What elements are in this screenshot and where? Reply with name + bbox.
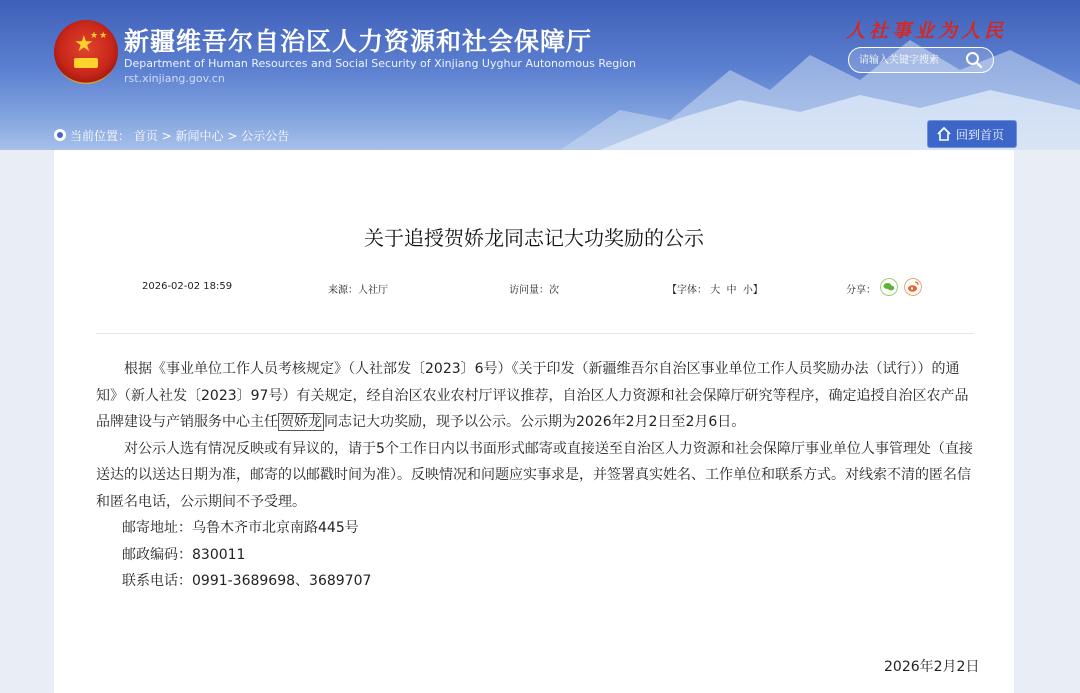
paragraph-text: 同志记大功奖励，现予以公示。公示期为2026年2月2日至2月6日。: [324, 414, 746, 430]
site-url: rst.xinjiang.gov.cn: [124, 72, 225, 85]
location-icon: [54, 129, 66, 141]
font-size-label: 【字体：: [667, 285, 707, 296]
article-body: [96, 356, 976, 595]
share-label: 分享：: [846, 285, 876, 296]
paragraph-text: 根据《事业单位工作人员考核规定》（人社部发〔2023〕6号）《关于印发（新疆维吾尔自治区事业单位工作人员奖励办法（试行））的通知》（新人社发〔2023〕97号）有关规定，经自治区农业农村厅评议推荐，自治区人力资源和社会保障厅研究等程序，确定追授自治区农产品品牌建设与产销服务中心主任: [96, 361, 969, 430]
publish-date: 2026-02-02 18:59: [142, 281, 233, 292]
breadcrumb-label: 当前位置：: [70, 129, 131, 143]
breadcrumb-news[interactable]: 新闻中心: [175, 129, 224, 143]
article-source: 来源：人社厅: [328, 285, 388, 296]
meta-divider: [96, 333, 974, 334]
slogan: 人社事业为人民: [846, 20, 1008, 42]
article-title: 关于追授贺娇龙同志记大功奖励的公示: [364, 226, 704, 250]
view-count: 访问量：次: [509, 285, 559, 296]
site-subtitle: Department of Human Resources and Social Security of Xinjiang Uyghur Autonomous Region: [124, 57, 636, 70]
signature-date: 2026年2月2日: [884, 659, 980, 675]
breadcrumb-separator: >: [157, 129, 176, 143]
home-icon: [936, 126, 952, 142]
breadcrumb-notices[interactable]: 公示公告: [241, 129, 290, 143]
search-box: [848, 47, 994, 73]
back-home-button[interactable]: [927, 120, 1017, 148]
highlighted-name: 贺娇龙: [280, 414, 322, 430]
paragraph: 对公示人选有情况反映或有异议的，请于5个工作日内以书面形式邮寄或直接送至自治区人力资源和社会保障厅事业单位人事管理处（直接送达的以送达日期为准，邮寄的以邮戳时间为准）。反映情况和问题应实事求是，并签署真实姓名、工作单位和联系方式。对线索不清的匿名信和匿名电话，公示期间不予受理。: [96, 440, 973, 510]
contact-phone: 联系电话：0991-3689698、3689707: [122, 573, 372, 589]
font-medium-option[interactable]: 中: [726, 285, 737, 296]
paragraph: [96, 356, 976, 436]
article-panel: [54, 150, 1014, 693]
font-size-close: 】: [752, 285, 763, 296]
search-icon[interactable]: [965, 51, 983, 69]
mailing-address: 邮寄地址：乌鲁木齐市北京南路445号: [122, 520, 359, 536]
breadcrumb-home[interactable]: 首页: [133, 129, 158, 143]
national-emblem-icon: ★ ★★: [54, 20, 118, 84]
font-size-control: [667, 281, 763, 296]
postal-code: 邮政编码：830011: [122, 546, 246, 563]
breadcrumb: [54, 122, 1014, 148]
font-large-option[interactable]: 大: [710, 285, 721, 296]
weibo-icon[interactable]: [904, 278, 922, 296]
breadcrumb-separator: >: [223, 129, 242, 143]
wechat-icon[interactable]: [880, 278, 898, 296]
back-home-label: 回到首页: [956, 128, 1005, 142]
font-small-option[interactable]: 小: [742, 285, 753, 296]
site-title: 新疆维吾尔自治区人力资源和社会保障厅: [124, 27, 593, 56]
search-input[interactable]: [859, 51, 963, 69]
